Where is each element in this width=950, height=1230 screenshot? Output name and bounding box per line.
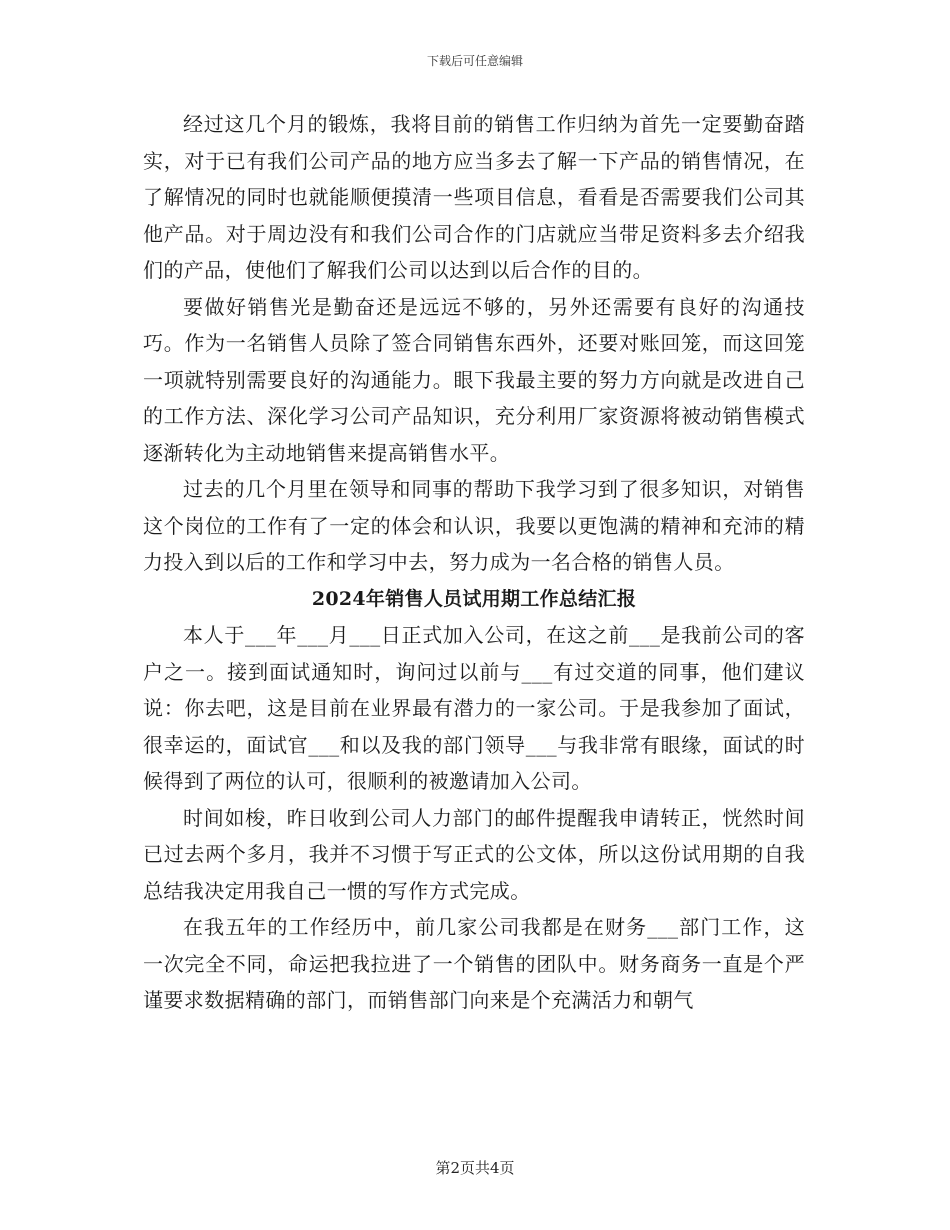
page-header-note: 下载后可任意编辑 [426, 54, 523, 68]
body-paragraph: 过去的几个月里在领导和同事的帮助下我学习到了很多知识，对销售这个岗位的工作有了一定的体会和认识，我要以更饱满的精神和充沛的精力投入到以后的工作和学习中去，努力成为一名合格的销售人员。 [143, 477, 805, 574]
section-title: 2024年销售人员试用期工作总结汇报 [311, 587, 637, 610]
body-paragraph: 时间如梭，昨日收到公司人力部门的邮件提醒我申请转正，恍然时间已过去两个多月，我并不习惯于写正式的公文体，所以这份试用期的自我总结我决定用我自己一惯的写作方式完成。 [143, 805, 805, 903]
body-paragraph: 要做好销售光是勤奋还是远远不够的，另外还需要有良好的沟通技巧。作为一名销售人员除了签合同销售东西外，还要对账回笼，而这回笼一项就特别需要良好的沟通能力。眼下我最主要的努力方向就是改进自己的工作方法、深化学习公司产品知识，充分利用厂家资源将被动销售模式逐渐转化为主动地销售来提高销售水平。 [143, 294, 805, 465]
page-number: 第2页共4页 [435, 1159, 515, 1177]
body-paragraph: 本人于___年___月___日正式加入公司，在这之前___是我前公司的客户之一。接到面试通知时，询问过以前与___有过交道的同事，他们建议说：你去吧，这是目前在业界最有潜力的一家公司。于是我参加了面试，很幸运的，面试官___和以及我的部门领导___与我非常有眼缘，面试的时候得到了两位的认可，很顺利的被邀请加入公司。 [143, 623, 805, 793]
body-paragraph: 经过这几个月的锻炼，我将目前的销售工作归纳为首先一定要勤奋踏实，对于已有我们公司产品的地方应当多去了解一下产品的销售情况，在了解情况的同时也就能顺便摸清一些项目信息，看看是否需要我们公司其他产品。对于周边没有和我们公司合作的门店就应当带足资料多去介绍我们的产品，使他们了解我们公司以达到以后合作的目的。 [143, 112, 805, 282]
body-paragraph: 在我五年的工作经历中，前几家公司我都是在财务___部门工作，这一次完全不同，命运把我拉进了一个销售的团队中。财务商务一直是个严谨要求数据精确的部门，而销售部门向来是个充满活力和朝气 [143, 915, 805, 1012]
document-body [143, 106, 805, 1019]
